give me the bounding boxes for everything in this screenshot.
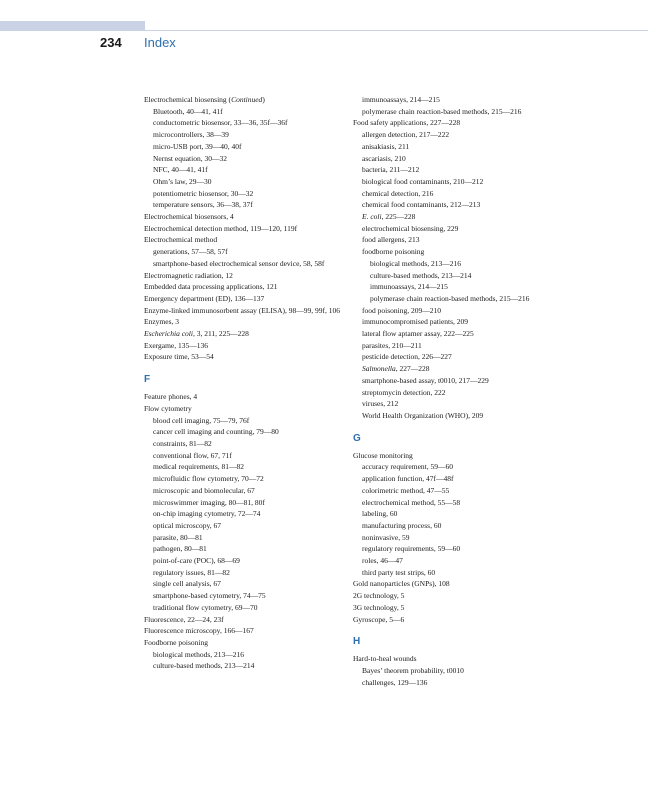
index-entry: Gyroscope, 5—6 bbox=[353, 614, 405, 624]
section-letter: G bbox=[353, 432, 361, 444]
index-subentry: manufacturing process, 60 bbox=[362, 520, 442, 530]
index-entry: Escherichia coli, 3, 211, 225—228 bbox=[144, 329, 249, 339]
index-subentry: cancer cell imaging and counting, 79—80 bbox=[153, 427, 279, 437]
index-entry: Electrochemical biosensors, 4 bbox=[144, 212, 234, 222]
index-subentry: biological methods, 213—216 bbox=[370, 258, 462, 268]
index-subentry: regulatory requirements, 59—60 bbox=[362, 544, 461, 554]
index-subentry: streptomycin detection, 222 bbox=[362, 387, 446, 397]
index-subentry: temperature sensors, 36—38, 37f bbox=[153, 200, 253, 210]
index-subentry: polymerase chain reaction-based methods, 215—216 bbox=[370, 293, 530, 303]
index-subentry: parasites, 210—211 bbox=[362, 340, 422, 350]
index-entry: Exergame, 135—136 bbox=[144, 340, 209, 350]
index-subentry: chemical detection, 216 bbox=[362, 188, 434, 198]
index-entry: 3G technology, 5 bbox=[353, 602, 405, 612]
index-subentry: immunocompromised patients, 209 bbox=[362, 317, 469, 327]
index-subentry: polymerase chain reaction-based methods, 215—216 bbox=[362, 106, 522, 116]
index-subentry: microscopic and biomolecular, 67 bbox=[153, 485, 255, 495]
index-subentry: viruses, 212 bbox=[362, 399, 399, 409]
index-subentry: smartphone-based electrochemical sensor device, 58, 58f bbox=[153, 258, 325, 268]
index-entry: Electrochemical detection method, 119—120, 119f bbox=[144, 223, 298, 233]
page-number: 234 bbox=[100, 35, 122, 50]
index-subentry: pesticide detection, 226—227 bbox=[362, 352, 452, 362]
index-entry: Enzymes, 3 bbox=[144, 317, 179, 327]
index-subentry: World Health Organization (WHO), 209 bbox=[362, 410, 484, 420]
index-subentry: conventional flow, 67, 71f bbox=[153, 450, 232, 460]
index-subentry: medical requirements, 81—82 bbox=[153, 462, 245, 472]
index-entry: Gold nanoparticles (GNPs), 108 bbox=[353, 579, 450, 589]
index-entry: Glucose monitoring bbox=[353, 450, 413, 460]
index-subentry: application function, 47f—48f bbox=[362, 474, 454, 484]
index-subentry: lateral flow aptamer assay, 222—225 bbox=[362, 329, 474, 339]
index-subentry: chemical food contaminants, 212—213 bbox=[362, 200, 481, 210]
index-entry: Electrochemical method bbox=[144, 235, 218, 245]
index-column-right bbox=[353, 94, 563, 688]
index-subentry: biological food contaminants, 210—212 bbox=[362, 176, 484, 186]
index-subentry: microcontrollers, 38—39 bbox=[153, 130, 229, 140]
index-subentry: Ohm’s law, 29—30 bbox=[153, 176, 212, 186]
index-subentry: microswimmer imaging, 80—81, 80f bbox=[153, 497, 265, 507]
index-subentry: colorimetric method, 47—55 bbox=[362, 485, 450, 495]
index-subentry: point-of-care (POC), 68—69 bbox=[153, 556, 240, 566]
index-subentry: Salmonella, 227—228 bbox=[362, 364, 430, 374]
index-subentry: culture-based methods, 213—214 bbox=[370, 270, 472, 280]
index-subentry: noninvasive, 59 bbox=[362, 532, 410, 542]
index-subentry: challenges, 129—136 bbox=[362, 677, 428, 687]
index-subentry: culture-based methods, 213—214 bbox=[153, 661, 255, 671]
index-subentry: anisakiasis, 211 bbox=[362, 141, 410, 151]
section-letter: F bbox=[144, 374, 151, 386]
index-subentry: roles, 46—47 bbox=[362, 556, 403, 566]
index-entry: Electrochemical biosensing (Continued) bbox=[144, 95, 265, 104]
index-subentry: conductometric biosensor, 33—36, 35f—36f bbox=[153, 118, 288, 128]
index-entry: 2G technology, 5 bbox=[353, 591, 405, 601]
index-subentry: single cell analysis, 67 bbox=[153, 579, 221, 589]
index-entry: Foodborne poisoning bbox=[144, 637, 208, 647]
index-entry: Electromagnetic radiation, 12 bbox=[144, 270, 233, 280]
section-letter: H bbox=[353, 636, 361, 648]
index-subentry: allergen detection, 217—222 bbox=[362, 130, 450, 140]
index-subentry: electrochemical biosensing, 229 bbox=[362, 223, 459, 233]
index-entry: Feature phones, 4 bbox=[144, 392, 198, 402]
index-entry: Food safety applications, 227—228 bbox=[353, 118, 461, 128]
index-subentry: bacteria, 211—212 bbox=[362, 165, 420, 175]
index-subentry: immunoassays, 214—215 bbox=[362, 95, 440, 104]
index-subentry: micro-USB port, 39—40, 40f bbox=[153, 141, 242, 151]
index-subentry: E. coli, 225—228 bbox=[362, 212, 416, 222]
index-subentry: ascariasis, 210 bbox=[362, 153, 406, 163]
header-rule bbox=[145, 30, 648, 31]
index-entry: Hard-to-heal wounds bbox=[353, 654, 417, 664]
index-subentry: microfluidic flow cytometry, 70—72 bbox=[153, 474, 264, 484]
index-subentry: accuracy requirement, 59—60 bbox=[362, 462, 453, 472]
index-entry: Exposure time, 53—54 bbox=[144, 352, 214, 362]
index-subentry: constraints, 81—82 bbox=[153, 438, 212, 448]
index-subentry: Bayes’ theorem probability, t0010 bbox=[362, 665, 464, 675]
index-subentry: optical microscopy, 67 bbox=[153, 520, 222, 530]
index-subentry: potentiometric biosensor, 30—32 bbox=[153, 188, 254, 198]
index-entry: Fluorescence microscopy, 166—167 bbox=[144, 626, 254, 636]
index-entry: Enzyme-linked immunosorbent assay (ELISA), 98—99, 99f, 106 bbox=[144, 305, 341, 315]
index-entry: Embedded data processing applications, 121 bbox=[144, 282, 278, 292]
index-subentry: food allergens, 213 bbox=[362, 235, 420, 245]
index-subentry: labeling, 60 bbox=[362, 509, 398, 519]
index-subentry: foodborne poisoning bbox=[362, 247, 425, 257]
index-entry: Flow cytometry bbox=[144, 403, 192, 413]
index-subentry: pathogen, 80—81 bbox=[153, 544, 207, 554]
index-subentry: biological methods, 213—216 bbox=[153, 649, 245, 659]
index-entry: Fluorescence, 22—24, 23f bbox=[144, 614, 224, 624]
index-subentry: traditional flow cytometry, 69—70 bbox=[153, 602, 258, 612]
index-subentry: on-chip imaging cytometry, 72—74 bbox=[153, 509, 261, 519]
running-head: Index bbox=[144, 35, 176, 50]
index-subentry: Nernst equation, 30—32 bbox=[153, 153, 227, 163]
index-entry: Emergency department (ED), 136—137 bbox=[144, 293, 265, 303]
index-subentry: Bluetooth, 40—41, 41f bbox=[153, 106, 223, 116]
header-accent-bar bbox=[0, 21, 145, 31]
index-subentry: food poisoning, 209—210 bbox=[362, 305, 441, 315]
index-subentry: regulatory issues, 81—82 bbox=[153, 567, 230, 577]
index-column-left bbox=[144, 94, 344, 672]
index-subentry: electrochemical method, 55—58 bbox=[362, 497, 461, 507]
index-subentry: immunoassays, 214—215 bbox=[370, 282, 448, 292]
index-subentry: NFC, 40—41, 41f bbox=[153, 165, 208, 175]
index-subentry: smartphone-based assay, t0010, 217—229 bbox=[362, 375, 489, 385]
index-subentry: parasite, 80—81 bbox=[153, 532, 203, 542]
index-subentry: third party test strips, 60 bbox=[362, 567, 436, 577]
index-subentry: blood cell imaging, 75—79, 76f bbox=[153, 415, 250, 425]
index-subentry: generations, 57—58, 57f bbox=[153, 247, 228, 257]
index-subentry: smartphone-based cytometry, 74—75 bbox=[153, 591, 266, 601]
